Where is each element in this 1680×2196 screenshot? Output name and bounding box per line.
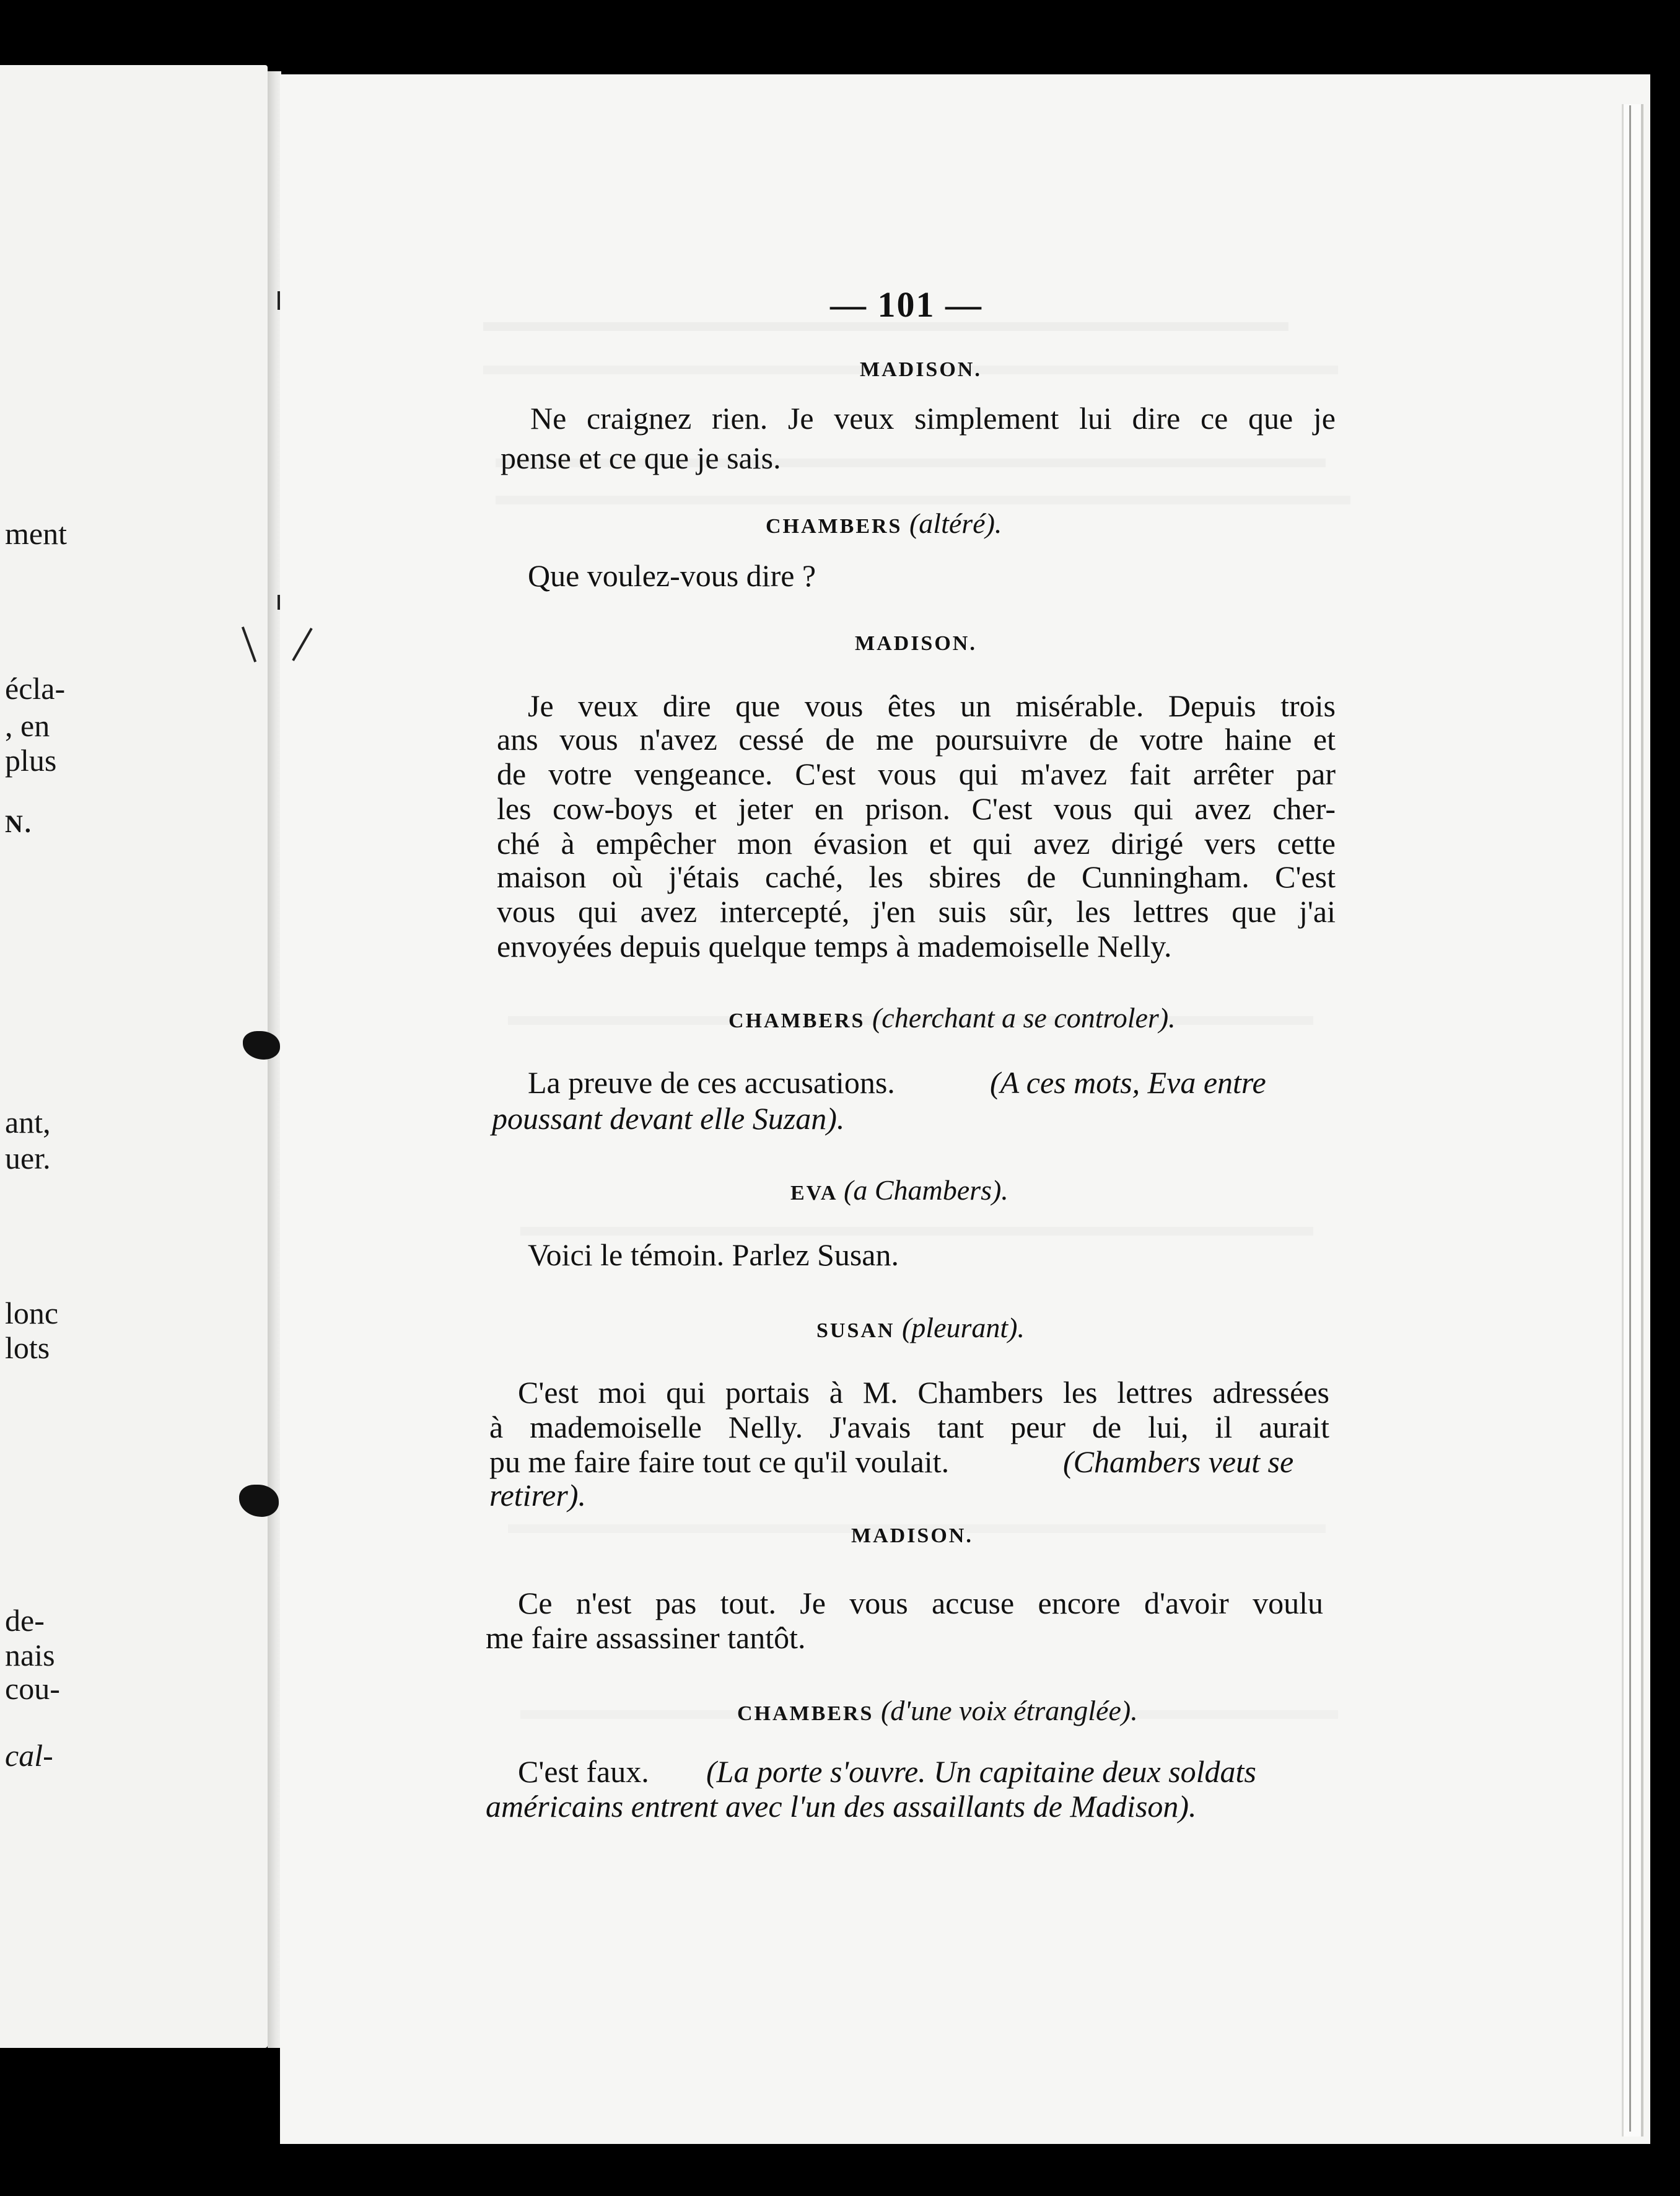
stage-direction: (cherchant a se controler). [872,1002,1176,1034]
speaker-name: SUSAN [816,1319,895,1342]
left-fragment: nais [5,1638,55,1672]
binding-mark [278,291,280,310]
speaker-heading [728,1001,1176,1034]
left-fragment: ant, [5,1105,51,1140]
left-fragment: uer. [5,1141,51,1175]
right-page [280,74,1650,2144]
dialogue-line: envoyées depuis quelque temps à mademoiselle Nelly. [497,929,1172,964]
dialogue-line: à mademoiselle Nelly. J'avais tant peur de lui, il aurait [489,1410,1329,1444]
dialogue-line: les cow-boys et jeter en prison. C'est vous qui avez cher- [497,791,1336,826]
dialogue-line: maison où j'étais caché, les sbires de Cunningham. C'est [497,859,1336,894]
page-number: — 101 — [830,284,982,325]
left-fragment: , en [5,708,50,743]
speaker-heading [855,632,977,656]
binding-mark [278,595,280,610]
dialogue-line: ché à empêcher mon évasion et qui avez dirigé vers cette [497,826,1336,861]
dialogue-line: Ce n'est pas tout. Je vous accuse encore d'avoir voulu [518,1586,1323,1620]
dialogue-line: me faire assassiner tantôt. [486,1620,806,1655]
stage-direction-inline: retirer). [489,1478,586,1513]
speaker-name: EVA [790,1182,837,1205]
left-fragment: lots [5,1330,50,1365]
left-fragment: plus [5,743,57,778]
stage-direction-inline: poussant devant elle Suzan). [492,1101,845,1136]
dialogue-line: Que voulez-vous dire ? [528,558,816,593]
speaker-name: CHAMBERS [766,515,903,538]
stage-direction-inline: américains entrent avec l'un des assaillants de Madison). [486,1789,1197,1824]
dialogue-line: pu me faire faire tout ce qu'il voulait. [489,1444,950,1479]
dialogue-line: La preuve de ces accusations. [528,1065,895,1100]
speaker-name: CHAMBERS [728,1009,865,1032]
speaker-name: MADISON. [855,632,977,655]
page-edge-stack [1622,104,1643,2137]
dialogue-line: de votre vengeance. C'est vous qui m'avez fait arrêter par [497,757,1336,791]
stage-direction-inline: (La porte s'ouvre. Un capitaine deux soldats [706,1754,1256,1789]
dialogue-line: C'est faux. [518,1754,649,1789]
stage-direction: (altéré). [909,507,1002,539]
dialogue-line: ans vous n'avez cessé de me poursuivre de votre haine et [497,722,1336,757]
left-fragment: ment [5,516,67,551]
left-fragment: cou- [5,1671,60,1706]
speaker-name: CHAMBERS [737,1702,874,1725]
speaker-name: MADISON. [851,1524,973,1547]
page-edge-line [1629,105,1631,2132]
left-fragment: écla- [5,671,66,706]
stage-direction: (pleurant). [901,1312,1025,1343]
speaker-heading [790,1174,1008,1206]
book-gutter [268,71,281,2048]
speaker-heading [816,1311,1025,1344]
dialogue-line: Ne craignez rien. Je veux simplement lui dire ce que je [530,401,1336,436]
left-fragment: cal- [5,1738,53,1773]
dialogue-line: Je veux dire que vous êtes un misérable. Depuis trois [528,688,1336,723]
speaker-heading [737,1694,1138,1727]
dialogue-line: pense et ce que je sais. [501,441,781,475]
speaker-name: MADISON. [860,358,982,381]
speaker-heading [851,1524,973,1548]
stage-direction-inline: (A ces mots, Eva entre [990,1065,1266,1100]
stage-direction-inline: (Chambers veut se [1063,1444,1294,1479]
speaker-heading [766,507,1002,540]
speaker-heading [860,358,982,382]
left-fragment: lonc [5,1296,59,1330]
left-fragment: N. [5,810,33,838]
dialogue-line: Voici le témoin. Parlez Susan. [528,1237,899,1272]
dialogue-line: C'est moi qui portais à M. Chambers les lettres adressées [518,1375,1329,1410]
stage-direction: (d'une voix étranglée). [880,1695,1138,1726]
left-fragment: de- [5,1603,45,1638]
stage-direction: (a Chambers). [844,1174,1008,1206]
dialogue-line: vous qui avez intercepté, j'en suis sûr, les lettres que j'ai [497,894,1336,929]
